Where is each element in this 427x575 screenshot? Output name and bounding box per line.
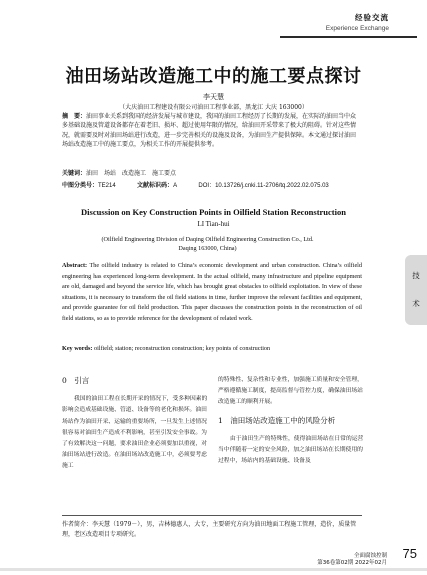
section-0-heading: 0 引言 [62,376,90,385]
abstract-cn [62,112,358,150]
header-section-en: Experience Exchange [325,25,389,32]
keywords-cn-text: 油田 场站 改造施工 施工要点 [86,170,177,177]
section-side-tab [405,255,427,325]
section-1-heading: 1 油田场站改造施工中的风险分析 [218,415,336,425]
abstract-cn-label: 摘 要： [62,113,87,120]
author-bio-footnote: 作者简介：李天慧（1979－），男，吉林德惠人，大专，主要研究方向为油田地面工程施工管理，造价，质量管理，老区改造项目专项研究。 [62,521,357,538]
body-column-left [62,375,212,473]
author-name-en: LI Tian-hui [197,220,230,228]
footnote-rule [62,515,362,516]
page-number: 75 [402,546,417,561]
doc-code-value: A [173,183,178,189]
author-affiliation-en: (Oilfield Engineering Division of Daqing Oilfield Engineering Construction Co., Ltd. Daqing 163000, China) [101,236,314,252]
article-title-en: Discussion on Key Construction Points in Oilfield Station Reconstruction [81,207,346,217]
article-title-cn: 油田场站改造施工中的施工要点探讨 [65,66,362,87]
header-section-cn: 经验交流 [355,13,389,22]
section-0-continuation: 的特殊性、复杂性和专业性，加强施工质量和安全管理，严格遵循施工制度，提高监督与管控力度，确保油田场站改造施工的顺利开展。 [218,377,363,406]
keywords-cn [62,168,358,177]
keywords-en [62,345,362,352]
body-column-right [218,375,368,467]
author-name-cn: 李天慧 [203,93,224,101]
header-rule [280,36,417,38]
clc-label: 中图分类号： [62,183,99,189]
footer-bar [0,568,427,571]
keywords-cn-label: 关键词： [62,170,87,177]
running-header [326,12,389,32]
section-1-paragraph: 由于油田生产的特殊性，使得油田场站在日常的运营当中伴随着一定的安全风险，加之油田场站在长期使用的过程中，场站内的基础设施、设备及 [218,435,364,465]
abstract-en-text: The oilfield industry is related to China’s economic development and urban construction. China’s oilfield engineering has experienced long-term development. In the actual oilfield, many infrastructure and pipeline equipment are old, damaged and beyond the service life, which has brought great obstacles to oilfield exploitation. In view of these situations, it is necessary to transform the oil field stations in time, further improve the relevant facilities and equipment, and provide guarantee for oil field production. This paper discusses the construction points in the reconstruction of oil field stations, so as to provide reference for the development of related work. [62,262,362,322]
doi-label: DOI： [198,183,216,189]
footer-journal-info [317,553,387,567]
classification-row [62,180,362,189]
footer-journal-name: 全面腐蚀控制 [353,553,387,559]
clc-value: TE214 [98,183,116,189]
doi-value: 10.13726/j.cnki.11-2706/tq.2022.02.075.03 [215,183,329,189]
section-0-paragraph: 我国的油田工程在长期开采的情况下，受多种因素的影响会造成基础设施、管道、设备等的老化和损坏。油田场站作为油田开采、运输的重要场所，一旦发生上述情况很容易对油田生产造成不利影响，甚至引发安全事故。为了有效解决这一问题，要求油田企业必须要加以重视，对油田场站进行改造。在油田场站改造施工中，必须要考虑施工 [62,396,208,470]
keywords-en-text: oilfield; station; reconstruction construction; key points of construction [93,345,271,352]
side-tab-char-1: 技 [412,271,420,280]
abstract-cn-text: 油田事业关系到我国的经济发展与城市建设，我国的油田工程经历了长期的发展，在实际的油田当中众多基础设施及管道设备都存在着老旧、损坏、超过使用年限的情况，给油田开采带来了极大的阻碍。针对这些情况，就需要及时对油田场站进行改造，进一步完善相关的设施及设备，为油田生产提供保障。本文通过探讨油田场站改造施工中的施工要点，为相关工作的开展提供参考。 [62,113,357,149]
abstract-en-label: Abstract: [62,262,88,269]
abstract-en [62,261,362,325]
keywords-en-label: Key words: [62,345,93,352]
author-affiliation-cn: （大庆油田工程建设有限公司油田工程事业部，黑龙江 大庆 163000） [119,104,308,111]
footer-issue: 第36卷第02期 2022年02月 [317,560,387,566]
side-tab-char-2: 术 [412,299,420,308]
doc-code-label: 文献标识码： [137,183,174,189]
